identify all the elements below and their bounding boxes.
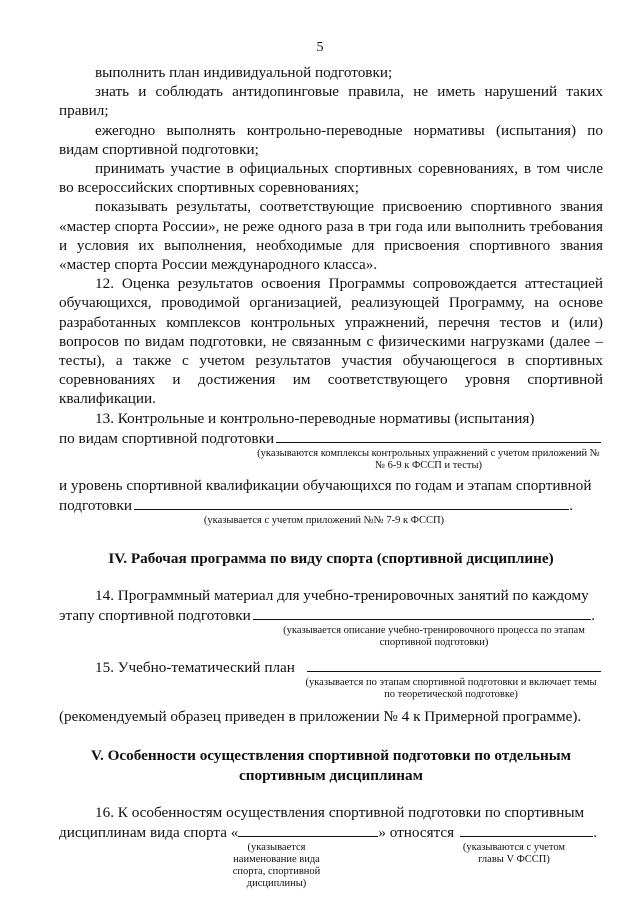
item-16-blank-1: [238, 822, 378, 837]
item-14-blank: [253, 605, 591, 620]
section-5-heading-line1: V. Особенности осуществления спортивной подготовки по отдельным: [90, 747, 572, 765]
item-15-line: [59, 657, 603, 677]
item-16-note-a: (указывается наименование вида спорта, спортивной дисциплины): [232, 842, 321, 890]
item-14-line1: 14. Программный материал для учебно-тренировочных занятий по каждому: [95, 586, 589, 604]
item-16-text-3: .: [593, 824, 597, 842]
item-13-line3: и уровень спортивной квалификации обучающихся по годам и этапам спортивной: [59, 477, 592, 495]
paragraph-individual-plan: выполнить план индивидуальной подготовки;: [95, 64, 393, 81]
item-16-text-2: » относятся: [378, 824, 455, 842]
item-15-blank: [307, 657, 601, 672]
section-5-heading-line2: спортивным дисциплинам: [239, 766, 423, 784]
item-13-line1: 13. Контрольные и контрольно-переводные нормативы (испытания): [95, 409, 535, 427]
item-13-line2-text: по видам спортивной подготовки: [59, 429, 275, 447]
paragraph-antidoping: знать и соблюдать антидопинговые правила, не иметь нарушений таких правил;: [59, 83, 603, 120]
item-16-note-b: (указываются с учетом главы V ФССП): [462, 842, 566, 866]
paragraph-results: показывать результаты, соответствующие присвоению спортивного звания «мастер спорта России», не реже одного раза в три года или выполнить требования и условия их выполнения, необходимые для присвоения спортивного звания «мастер спорта России международного класса».: [59, 198, 603, 274]
document-body: [59, 63, 603, 890]
paragraph-item-12: 12. Оценка результатов освоения Программы сопровождается аттестацией обучающихся, проводимой организацией, реализующей Программу, на основе разработанных комплексов контрольных упражнений, перечня тестов и (или) вопросов по видам подготовки, не связанным с физическими нагрузками (далее – тесты), а также с учетом результатов участия обучающегося в спортивных соревнованиях и достижения им соответствующего уровня спортивной квалификации.: [59, 275, 603, 408]
paragraph-competitions: принимать участие в официальных спортивных соревнованиях, в том числе во всероссийских спортивных соревнованиях;: [59, 160, 603, 197]
item-13-note-1: (указываются комплексы контрольных упражнений с учетом приложений №№ 6-9 к ФССП и тесты): [257, 448, 600, 472]
paragraph-standards: ежегодно выполнять контрольно-переводные нормативы (испытания) по видам спортивной подготовки;: [59, 121, 603, 158]
item-14-line2-end: .: [591, 606, 595, 624]
item-13-line2: [59, 428, 603, 448]
item-15-note: (указывается по этапам спортивной подготовки и включает темы по теоретической подготовке): [305, 677, 597, 701]
item-14-line2-text: этапу спортивной подготовки: [59, 606, 251, 624]
item-13-line4-end: .: [569, 497, 573, 515]
item-16-text-1: дисциплинам вида спорта «: [59, 824, 239, 842]
item-15-text: 15. Учебно-тематический план: [95, 659, 295, 677]
item-16-blank-2: [460, 822, 593, 837]
item-16-notes: [59, 842, 603, 890]
item-14-note: (указывается описание учебно-тренировочного процесса по этапам спортивной подготовки): [283, 625, 585, 649]
item-14-line2: [59, 605, 603, 625]
item-13-line4: [59, 495, 603, 515]
item-13-blank-1: [276, 428, 601, 443]
item-13-blank-2: [134, 495, 569, 510]
item-13-line4-text: подготовки: [59, 497, 132, 515]
section-4-heading: IV. Рабочая программа по виду спорта (спортивной дисциплине): [108, 550, 554, 568]
item-16-line2: [59, 822, 603, 842]
item-16-line1: 16. К особенностям осуществления спортивной подготовки по спортивным: [95, 803, 585, 821]
page-number: 5: [316, 40, 324, 55]
item-15-after: (рекомендуемый образец приведен в приложении № 4 к Примерной программе).: [59, 708, 582, 726]
item-13-note-2: (указывается с учетом приложений №№ 7-9 к ФССП): [203, 515, 445, 527]
